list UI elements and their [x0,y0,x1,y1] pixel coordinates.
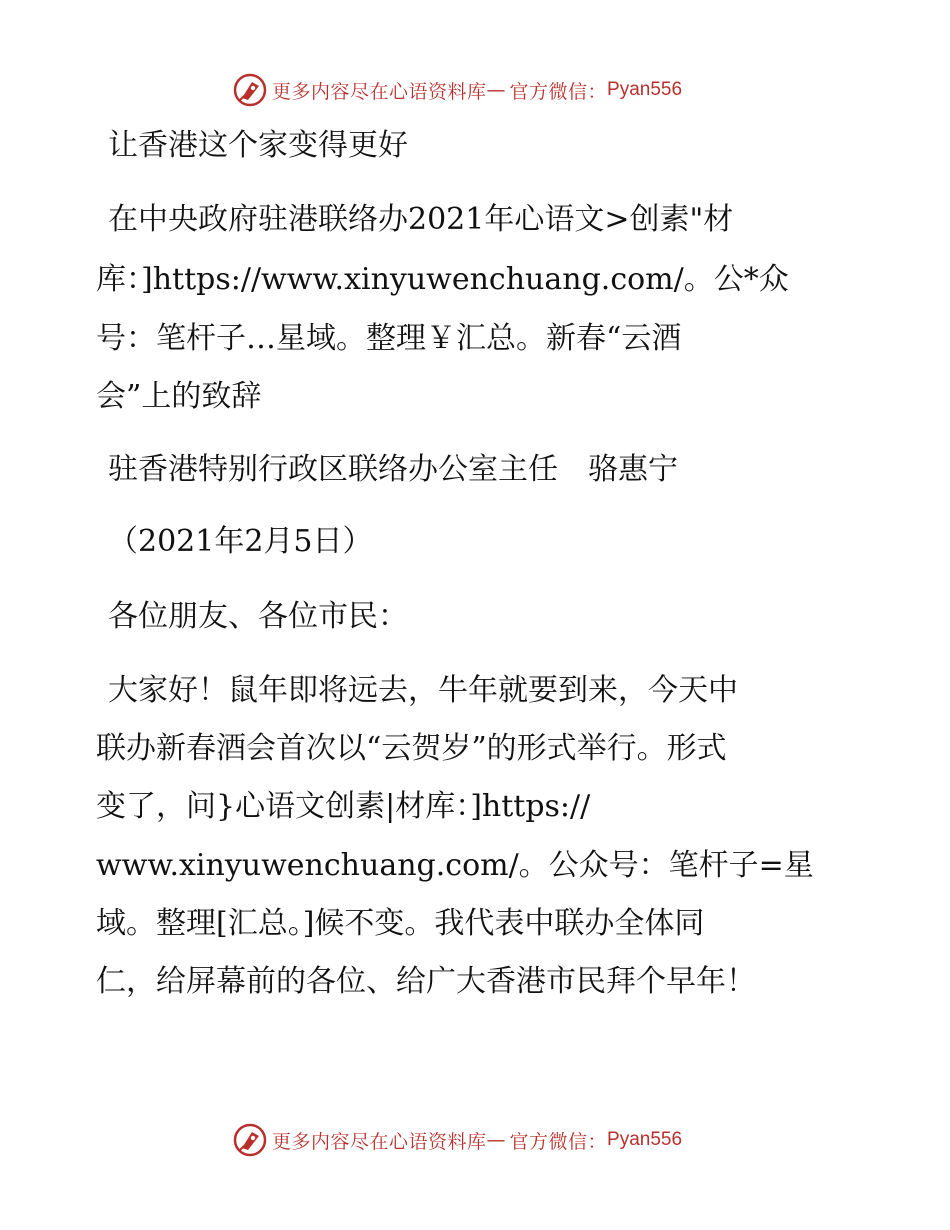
watermark-separator: — [486,1129,506,1151]
document-title: 让香港这个家变得更好 [108,128,408,163]
pen-nib-logo-icon [232,72,268,108]
body-line: 大家好！鼠年即将远去，牛年就要到来，今天中 [108,673,738,708]
watermark-separator: — [486,79,506,101]
date-line: （2021年2月5日） [108,524,373,559]
body-line: 仁，给屏幕前的各位、给广大香港市民拜个早年！ [96,964,756,999]
watermark-site-text: 更多内容尽在心语资料库 [272,1130,487,1153]
body-line: 变了，问}心语文创素|材库：]https:// [96,789,591,824]
pen-nib-logo-icon [232,1122,268,1158]
watermark-wechat-label: 官方微信： [509,80,608,103]
watermark-wechat-id: Pyan556 [607,79,683,100]
heading-line: 库：]https://www.xinyuwenchuang.com/。公*众 [96,262,789,297]
watermark-wechat-label: 官方微信： [509,1130,608,1153]
body-line: 域。整理[汇总。]候不变。我代表中联办全体同 [96,906,705,941]
body-line: www.xinyuwenchuang.com/。公众号：笔杆子=星 [96,848,814,883]
salutation: 各位朋友、各位市民： [108,599,408,634]
body-line: 联办新春酒会首次以“云贺岁”的形式举行。形式 [96,731,727,766]
header-watermark [232,72,682,108]
footer-watermark [232,1122,682,1158]
watermark-wechat-id: Pyan556 [607,1129,683,1150]
speaker-line: 驻香港特别行政区联络办公室主任 骆惠宁 [108,452,678,487]
heading-line: 在中央政府驻港联络办2021年心语文>创素"材 [108,202,734,237]
heading-line: 号：笔杆子…星域。整理￥汇总。新春“云酒 [96,321,682,356]
watermark-site-text: 更多内容尽在心语资料库 [272,80,487,103]
heading-line: 会”上的致辞 [96,379,262,414]
